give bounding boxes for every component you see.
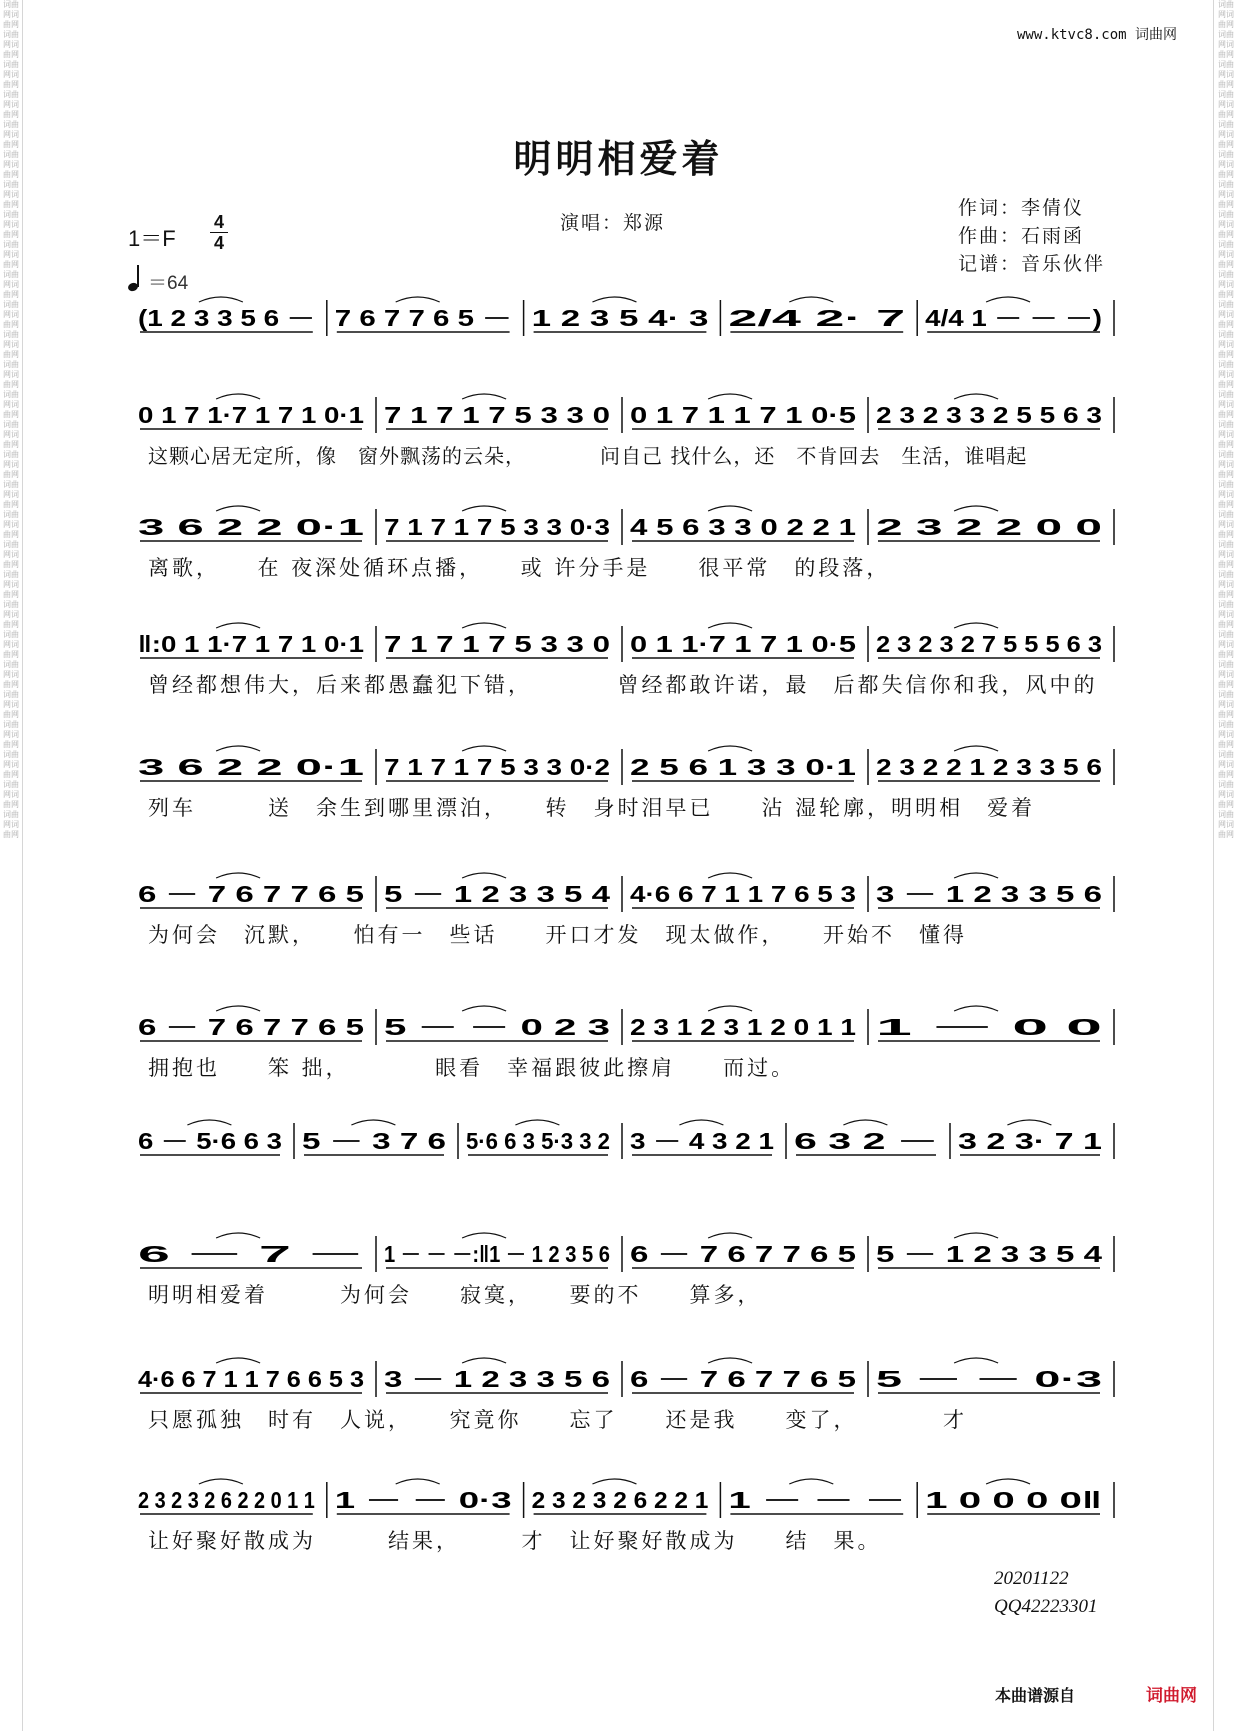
slur-mark [216,1358,260,1363]
measure-notes: 5 － 3 7 6 [302,1128,446,1154]
transcriber: 记谱：音乐伙伴 [958,253,1106,275]
measure-notes: ‖:0 1 1·7 1 7 1 0·1 [138,631,365,657]
measure-notes: 3 － 1 2 3 3 5 6 [876,881,1102,907]
slur-mark [679,1120,723,1125]
slur-mark [708,1358,752,1363]
slur-mark [708,1006,752,1011]
lyric-line-10: 只愿孤独 时有 人说， 究竟你 忘了 还是我 变了， 才 [148,1408,967,1432]
measure-notes: 6 － 7 6 7 7 6 5 [138,1014,365,1040]
slur-mark [954,873,998,878]
lyric-line-3: 离歌， 在 夜深处循环点播， 或 许分手是 很平常 的段落， [148,556,891,580]
slur-mark [462,394,506,399]
slur-mark [462,746,506,751]
measure-notes: 2 3 2 3 2 6 2 2 1 [531,1487,709,1513]
measure-notes: 1 － － 0·3 [334,1487,512,1513]
slur-mark [708,506,752,511]
slur-mark [708,1233,752,1238]
lyric-line-5: 列车 送 余生到哪里漂泊， 转 身时泪早已 沾 湿轮廓，明明相 爱着 [148,796,1036,820]
measure-notes: 7 1 7 1 7 5 3 3 0·2 [384,754,610,780]
slur-mark [462,506,506,511]
lyric-line-11: 让好聚好散成为 结果， 才 让好聚好散成为 结 果。 [148,1529,882,1553]
measure-notes: 2 3 2 3 2 7 5 5 5 6 3 [876,631,1102,657]
slur-mark [187,1120,231,1125]
time-sig-bottom: 4 [213,233,224,253]
measure-notes: 3 － 4 3 2 1 [630,1128,775,1154]
slur-mark [954,623,998,628]
slur-mark [396,1479,440,1484]
measure-notes: 0 1 1·7 1 7 1 0·5 [630,631,857,657]
measure-notes: 4 5 6 3 3 0 2 2 1 [630,514,857,540]
slur-mark [986,1479,1030,1484]
credits [958,194,1105,278]
slur-mark [462,1233,506,1238]
measure-notes: 2 3 2 3 3 2 5 5 6 3 [876,402,1102,428]
measure-notes: 0 1 7 1 1 7 1 0·5 [630,402,857,428]
slur-mark [954,506,998,511]
slur-mark [789,297,833,302]
measure-notes: 3 － 1 2 3 3 5 6 [384,1366,610,1392]
measure-notes: 5 － 1 2 3 3 5 4 [876,1241,1103,1267]
slur-mark [216,1233,260,1238]
slur-mark [351,1120,395,1125]
lyric-line-9: 明明相爱着 为何会 寂寞， 要的不 算多， [148,1283,762,1307]
slur-mark [708,394,752,399]
song-title: 明明相爱着 [513,136,724,181]
slur-mark [592,1479,636,1484]
site-header[interactable]: www.ktvc8.com 词曲网 [1016,27,1177,43]
slur-mark [216,873,260,878]
slur-mark [954,394,998,399]
score-line-8 [0,1115,1237,1175]
measure-notes: 1 － － － [728,1487,906,1513]
key-signature: 1＝F [128,226,176,251]
left-watermark-strip: 词曲网词曲网词曲网词曲网词曲网词曲网词曲网词曲网词曲网词曲网词曲网词曲网词曲网词曲网词曲网词曲网词曲网词曲网词曲网词曲网词曲网词曲网词曲网词曲网词曲网词曲网词曲网词曲网词曲网词曲网词曲网词曲网词曲网词曲网词曲网词曲网词曲网词曲网词曲网词曲网词曲网词曲网词曲网词曲网词曲网词曲网词曲网词曲网词曲网词曲网词曲网词曲网词曲网词曲网词曲网词曲网 [3,0,19,839]
measure-notes: (1 2 3 3 5 6 － [138,305,315,331]
slur-mark [708,746,752,751]
slur-mark [954,1006,998,1011]
left-border [22,0,23,1731]
lyric-line-2: 这颗心居无定所，像 窗外飘荡的云朵， 问自己 找什么，还 不肯回去 生活，谁唱起 [148,444,1028,468]
measure-notes: 7 6 7 7 6 5 － [334,305,512,331]
right-watermark-strip: 词曲网词曲网词曲网词曲网词曲网词曲网词曲网词曲网词曲网词曲网词曲网词曲网词曲网词曲网词曲网词曲网词曲网词曲网词曲网词曲网词曲网词曲网词曲网词曲网词曲网词曲网词曲网词曲网词曲网词曲网词曲网词曲网词曲网词曲网词曲网词曲网词曲网词曲网词曲网词曲网词曲网词曲网词曲网词曲网词曲网词曲网词曲网词曲网词曲网词曲网词曲网词曲网词曲网词曲网词曲网词曲网 [1218,0,1234,839]
slur-mark [216,394,260,399]
qq-number: QQ42223301 [994,1596,1098,1617]
measure-notes: 3 6 2 2 0·1 [138,754,365,780]
measure-notes: 7 1 7 1 7 5 3 3 0 [384,402,610,428]
slur-mark [954,1358,998,1363]
tempo-marking [128,268,188,295]
slur-mark [199,1479,243,1484]
measure-notes: 2 3 2 3 2 6 2 2 0 1 1 [138,1487,315,1513]
measure-notes: 5 － － 0 2 3 [384,1014,610,1040]
measure-notes: 1 － － －:‖1 － 1 2 3 5 6 [384,1241,610,1267]
measure-notes: 1 － 0 0 [876,1014,1102,1040]
measure-notes: 6 3 2 － [794,1128,938,1154]
slur-mark [954,1233,998,1238]
measure-notes: 6 － 7 － [138,1241,364,1267]
tempo-value: ＝64 [148,273,189,294]
measure-notes: 6 － 7 6 7 7 6 5 [630,1241,857,1267]
measure-notes: 5 － 1 2 3 3 5 4 [384,881,611,907]
slur-mark [986,297,1030,302]
slur-mark [462,873,506,878]
lyric-line-4: 曾经都想伟大，后来都愚蠢犯下错， 曾经都敢许诺，最 后都失信你和我，风中的 [148,673,1098,697]
slur-mark [216,746,260,751]
slur-mark [216,506,260,511]
measure-notes: 6 － 7 6 7 7 6 5 [138,881,365,907]
measure-notes: 4·6 6 7 1 1 7 6 6 5 3 [138,1366,364,1392]
measure-notes: 5 － － 0·3 [876,1366,1102,1392]
slur-mark [396,297,440,302]
right-border [1213,0,1214,1731]
slur-mark [708,623,752,628]
slur-mark [515,1120,559,1125]
source-site-link[interactable]: 词曲网 [1146,1686,1197,1706]
lyricist: 作词：李倩仪 [958,197,1085,219]
singer: 演唱：郑源 [560,212,666,234]
slur-mark [216,1006,260,1011]
composer: 作曲：石雨函 [958,225,1085,247]
measure-notes: 2/4 2· 7 [728,305,906,331]
lyric-line-6: 为何会 沉默， 怕有一 些话 开口才发 现太做作， 开始不 懂得 [148,923,967,947]
measure-notes: 3 6 2 2 0·1 [138,514,365,540]
slur-mark [199,297,243,302]
measure-notes: 5·6 6 3 5·3 3 2 [466,1128,610,1154]
lyric-line-7: 拥抱也 笨 拙， 眼看 幸福跟彼此擦肩 而过。 [148,1056,796,1080]
date: 20201122 [994,1568,1069,1589]
measure-notes: 0 1 7 1·7 1 7 1 0·1 [138,402,365,428]
slur-mark [592,297,636,302]
measure-notes: 2 3 1 2 3 1 2 0 1 1 [630,1014,857,1040]
measure-notes: 2 3 2 2 0 0 [876,514,1102,540]
measure-notes: 6 － 7 6 7 7 6 5 [630,1366,857,1392]
slur-mark [216,623,260,628]
slur-mark [1007,1120,1051,1125]
measure-notes: 2 3 2 2 1 2 3 3 5 6 [876,754,1102,780]
measure-notes: 3 2 3· 7 1 [958,1128,1103,1154]
measure-notes: 1 2 3 5 4· 3 [531,305,709,331]
slur-mark [708,873,752,878]
measure-notes: 4/4 1 － － －) [925,305,1102,331]
quarter-note-icon [128,279,138,289]
slur-mark [843,1120,887,1125]
slur-mark [789,1479,833,1484]
time-signature [210,212,228,253]
measure-notes: 7 1 7 1 7 5 3 3 0 [384,631,610,657]
measure-notes: 1 0 0 0 0‖ [925,1487,1102,1513]
slur-mark [462,1358,506,1363]
measure-notes: 2 5 6 1 3 3 0·1 [630,754,857,780]
slur-mark [954,746,998,751]
measure-notes: 6 － 5·6 6 3 [138,1128,282,1154]
measure-notes: 4·6 6 7 1 1 7 6 5 3 [630,881,856,907]
time-sig-top: 4 [213,212,224,232]
slur-mark [462,623,506,628]
source-label: 本曲谱源自 [995,1686,1076,1705]
measure-notes: 7 1 7 1 7 5 3 3 0·3 [384,514,610,540]
score-line-1 [0,292,1237,352]
slur-mark [462,1006,506,1011]
